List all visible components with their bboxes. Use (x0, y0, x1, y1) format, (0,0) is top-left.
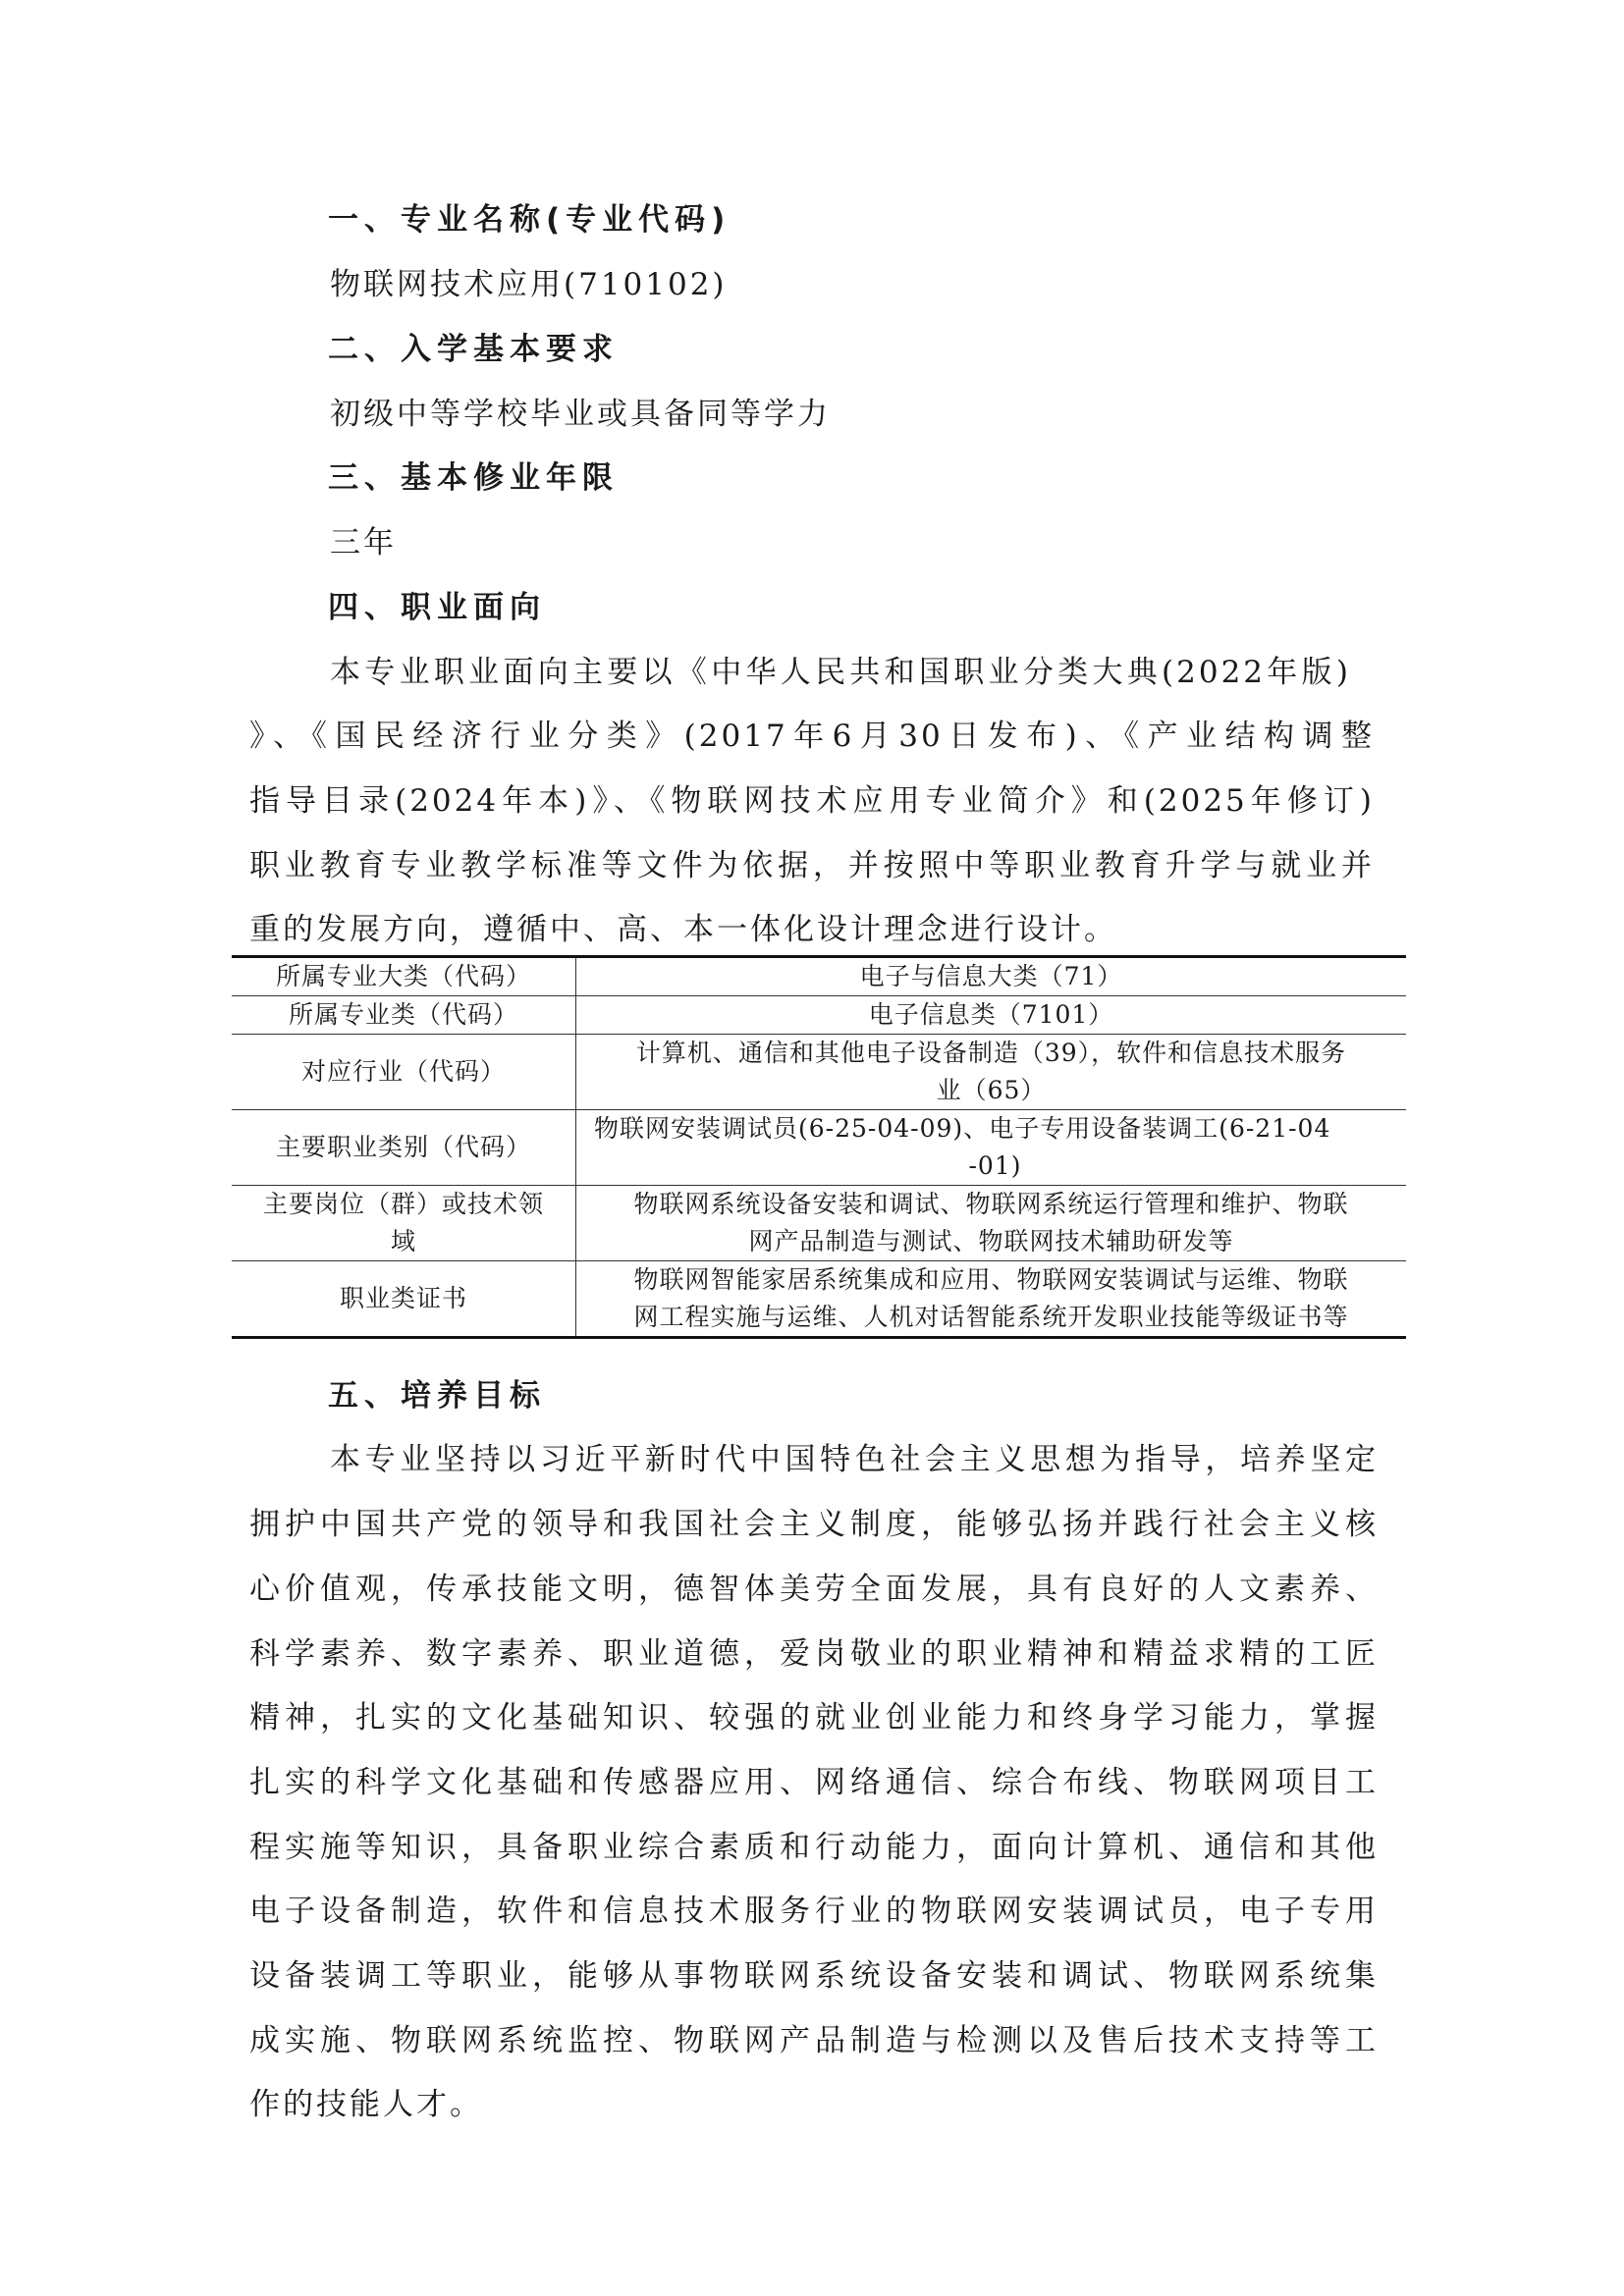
table-row (232, 996, 1406, 1035)
section-4-line: 本专业职业面向主要以《中华人民共和国职业分类大典(2022年版) (330, 655, 1351, 690)
table-row (232, 1035, 1406, 1110)
section-5-line: 本专业坚持以习近平新时代中国特色社会主义思想为指导，培养坚定 (330, 1442, 1379, 1477)
table-row (232, 1186, 1406, 1261)
section-5-line: 拥护中国共产党的领导和我国社会主义制度，能够弘扬并践行社会主义核 (249, 1507, 1379, 1542)
section-1-body: 物联网技术应用(710102) (330, 267, 728, 302)
section-3-heading: 三、基本修业年限 (328, 460, 619, 496)
table-key-cell: 对应行业（代码） (232, 1035, 576, 1110)
section-5-line: 精神，扎实的文化基础知识、较强的就业创业能力和终身学习能力，掌握 (249, 1700, 1379, 1735)
section-4-line: 重的发展方向，遵循中、高、本一体化设计理念进行设计。 (249, 912, 1117, 947)
section-5-line: 电子设备制造，软件和信息技术服务行业的物联网安装调试员，电子专用 (249, 1894, 1379, 1929)
table-value-cell: 电子信息类（7101） (868, 1000, 1114, 1029)
table-key-cell: 主要职业类别（代码） (232, 1110, 576, 1186)
table-row (232, 1110, 1406, 1186)
section-5-line: 作的技能人才。 (249, 2087, 483, 2122)
section-5-line: 扎实的科学文化基础和传感器应用、网络通信、综合布线、物联网项目工 (249, 1765, 1379, 1800)
table-value-cell: 物联网智能家居系统集成和应用、物联网安装调试与运维、物联 网工程实施与运维、人机对话智能系统开发职业技能等级证书等 (633, 1265, 1349, 1331)
table-value-cell: 物联网安装调试员(6-25-04-09)、电子专用设备装调工(6-21-04 -01) (594, 1114, 1331, 1180)
table-row (232, 957, 1406, 996)
table-key-cell: 主要岗位（群）或技术领 域 (232, 1186, 576, 1261)
section-2-heading: 二、入学基本要求 (328, 332, 619, 367)
section-1-heading: 一、专业名称(专业代码) (328, 202, 731, 238)
section-5-line: 设备装调工等职业，能够从事物联网系统设备安装和调试、物联网系统集 (249, 1958, 1379, 1994)
table-key-cell: 职业类证书 (232, 1261, 576, 1338)
table-row (232, 1261, 1406, 1338)
section-5-line: 成实施、物联网系统监控、物联网产品制造与检测以及售后技术支持等工 (249, 2023, 1379, 2058)
table-key-cell: 所属专业类（代码） (232, 996, 576, 1035)
section-5-line: 科学素养、数字素养、职业道德，爱岗敬业的职业精神和精益求精的工匠 (249, 1636, 1379, 1672)
occupation-table (232, 955, 1406, 1339)
table-value-cell: 电子与信息大类（71） (859, 962, 1123, 990)
section-2-body: 初级中等学校毕业或具备同等学力 (330, 397, 831, 432)
section-4-line: 》、《国民经济行业分类》(2017年6月30日发布)、《产业结构调整 (249, 719, 1375, 754)
table-key-cell: 所属专业大类（代码） (232, 957, 576, 996)
section-5-line: 程实施等知识，具备职业综合素质和行动能力，面向计算机、通信和其他 (249, 1830, 1379, 1865)
section-4-line: 指导目录(2024年本)》、《物联网技术应用专业简介》和(2025年修订) (249, 783, 1375, 819)
table-value-cell: 物联网系统设备安装和调试、物联网系统运行管理和维护、物联 网产品制造与测试、物联网技术辅助研发等 (633, 1190, 1349, 1255)
section-5-heading: 五、培养目标 (328, 1378, 546, 1414)
section-5-line: 心价值观，传承技能文明，德智体美劳全面发展，具有良好的人文素养、 (249, 1572, 1379, 1607)
table-value-cell: 计算机、通信和其他电子设备制造（39），软件和信息技术服务 业（65） (635, 1039, 1347, 1104)
section-4-line: 职业教育专业教学标准等文件为依据，并按照中等职业教育升学与就业并 (249, 848, 1375, 883)
section-3-body: 三年 (330, 525, 397, 561)
section-4-heading: 四、职业面向 (328, 590, 546, 625)
